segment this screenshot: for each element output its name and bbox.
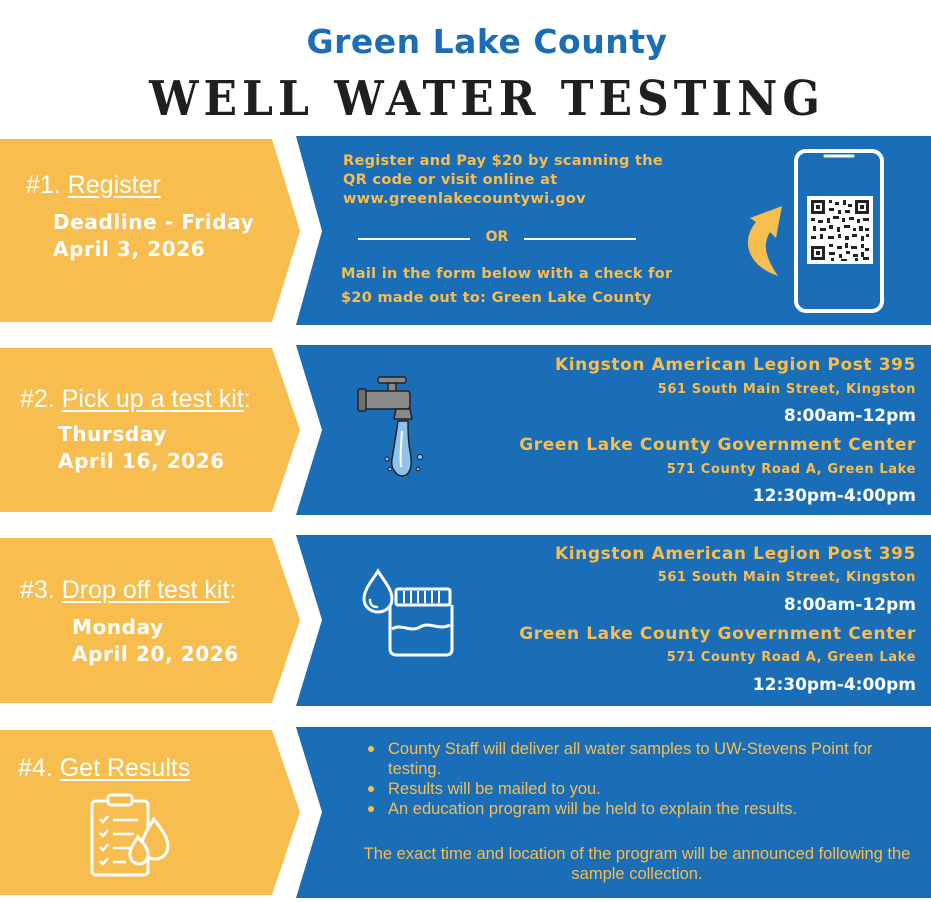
sample-cup-icon xyxy=(358,567,458,659)
step-4-label: Get Results xyxy=(59,754,191,782)
step-4-number: #4. xyxy=(18,754,53,782)
page-title: WELL WATER TESTING xyxy=(149,71,825,128)
results-bullet-list xyxy=(365,739,895,819)
water-faucet-icon xyxy=(356,375,436,485)
list-item: County Staff will deliver all water samples to UW-Stevens Point for testing. xyxy=(365,739,895,779)
location-name: Kingston American Legion Post 395 xyxy=(554,544,916,564)
location-address: 571 County Road A, Green Lake xyxy=(666,650,916,665)
step-2-date: Thursday April 16, 2026 xyxy=(58,422,225,473)
program-announcement: The exact time and location of the program will be announced following the sample collection. xyxy=(363,845,911,883)
step-2-heading: #2. Pick up a test kit: xyxy=(20,385,251,413)
step-3-date: Monday April 20, 2026 xyxy=(72,615,239,666)
list-item: An education program will be held to explain the results. xyxy=(365,799,895,819)
location-hours: 8:00am-12pm xyxy=(783,595,916,615)
step-2-pickup xyxy=(0,345,931,515)
step-2-number: #2. xyxy=(20,385,55,413)
location-hours: 12:30pm-4:00pm xyxy=(752,675,916,695)
location-hours: 12:30pm-4:00pm xyxy=(752,486,916,506)
step-4-results xyxy=(0,727,931,898)
location-name: Green Lake County Government Center xyxy=(519,624,916,644)
phone-qr-icon xyxy=(793,148,885,314)
location-name: Kingston American Legion Post 395 xyxy=(554,355,916,375)
location-address: 561 South Main Street, Kingston xyxy=(657,382,916,397)
location-hours: 8:00am-12pm xyxy=(783,406,916,426)
step-3-label: Drop off test kit xyxy=(61,576,230,604)
step-2-label: Pick up a test kit xyxy=(61,385,244,413)
step-1-heading xyxy=(26,171,161,200)
list-item: Results will be mailed to you. xyxy=(365,779,895,799)
step-1-number: #1. xyxy=(26,171,61,199)
step-3-number: #3. xyxy=(20,576,55,604)
location-address: 571 County Road A, Green Lake xyxy=(666,462,916,477)
clipboard-water-icon xyxy=(88,793,178,879)
step-3-dropoff xyxy=(0,535,931,706)
location-address: 561 South Main Street, Kingston xyxy=(657,570,916,585)
mail-instructions: Mail in the form below with a check for $20 made out to: Green Lake County xyxy=(341,266,673,306)
step-1-label: Register xyxy=(67,171,161,199)
online-instructions: Register and Pay $20 by scanning the QR code or visit online at www.greenlakecountywi.gov xyxy=(343,153,664,207)
or-divider: OR xyxy=(358,229,636,247)
step-4-heading xyxy=(18,754,190,783)
county-title: Green Lake County xyxy=(306,22,668,61)
step-3-heading: #3. Drop off test kit: xyxy=(20,576,237,604)
location-name: Green Lake County Government Center xyxy=(519,435,916,455)
step-1-date: Deadline - Friday April 3, 2026 xyxy=(53,210,255,261)
step-1-register xyxy=(0,136,931,325)
